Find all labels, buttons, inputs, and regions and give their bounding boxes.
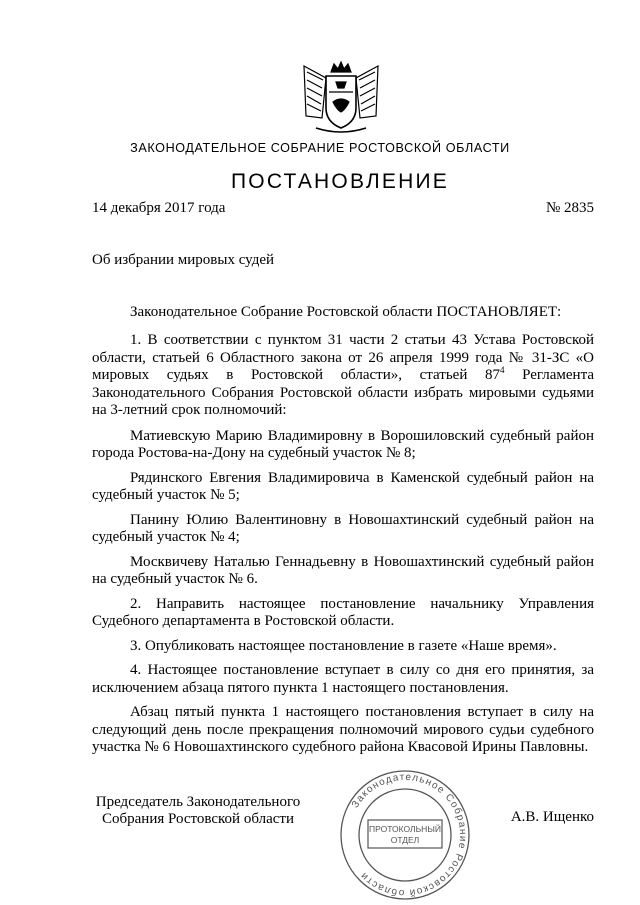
signatory-title: [92, 794, 304, 828]
resolution-body: [92, 332, 594, 764]
item-1-text-b: Регламента Законодательного Собрания Ростовской области избрать мировыми судьями на 3-летний срок полномочий:: [92, 367, 594, 418]
item-2-paragraph: 2. Направить настоящее постановление начальнику Управления Судебного департамента в Ростовской области.: [92, 595, 594, 629]
signatory-title-line-1: Председатель Законодательного: [95, 794, 301, 810]
official-seal-stamp: [338, 768, 472, 902]
document-title: ПОСТАНОВЛЕНИЕ: [231, 170, 449, 193]
seal-line-2: ОТДЕЛ: [390, 835, 420, 845]
coat-of-arms-emblem: [298, 58, 384, 136]
judge-entry: Панину Юлию Валентиновну в Новошахтинский судебный район на судебный участок № 4;: [92, 511, 594, 545]
organization-name: ЗАКОНОДАТЕЛЬНОЕ СОБРАНИЕ РОСТОВСКОЙ ОБЛАСТИ: [130, 141, 510, 155]
signatory-name: А.В. Ищенко: [510, 809, 594, 825]
document-number: № 2835: [545, 200, 594, 216]
seal-ring-text: Законодательное Собрание Ростовской области: [349, 771, 469, 899]
item-1-superscript: 4: [499, 365, 505, 375]
signatory-title-line-2: Собрания Ростовской области: [102, 811, 294, 827]
item-3-paragraph: 3. Опубликовать настоящее постановление в газете «Наше время».: [130, 637, 557, 654]
judge-entry: Матиевскую Марию Владимировну в Ворошиловский судебный район города Ростова-на-Дону на судебный участок № 8;: [92, 427, 594, 461]
item-1-text-a: 1. В соответствии с пунктом 31 части 2 статьи 43 Устава Ростовской области, статьей 6 Областного закона от 26 апреля 1999 года № 31-ЗС «О мировых судьях в Ростовской области», статьей 87: [92, 332, 594, 383]
seal-line-1: ПРОТОКОЛЬНЫЙ: [369, 824, 441, 834]
judge-entry: Москвичеву Наталью Геннадьевну в Новошахтинский судебный район на судебный участок № 6.: [92, 553, 594, 587]
document-date: 14 декабря 2017 года: [92, 200, 226, 216]
effective-date-paragraph: Абзац пятый пункта 1 настоящего постановления вступает в силу на следующий день после прекращения полномочий мирового судьи судебного участка № 6 Новошахтинского судебного района Квасовой Ирины Павловны.: [92, 704, 594, 755]
item-4-paragraph: 4. Настоящее постановление вступает в силу со дня его принятия, за исключением абзаца пятого пункта 1 настоящего постановления.: [92, 662, 594, 696]
item-1-paragraph: [92, 332, 594, 420]
document-subject: Об избрании мировых судей: [92, 252, 275, 268]
resolution-intro: Законодательное Собрание Ростовской области ПОСТАНОВЛЯЕТ:: [130, 304, 562, 320]
judge-entry: Рядинского Евгения Владимировича в Каменской судебный район на судебный участок № 5;: [92, 469, 594, 503]
